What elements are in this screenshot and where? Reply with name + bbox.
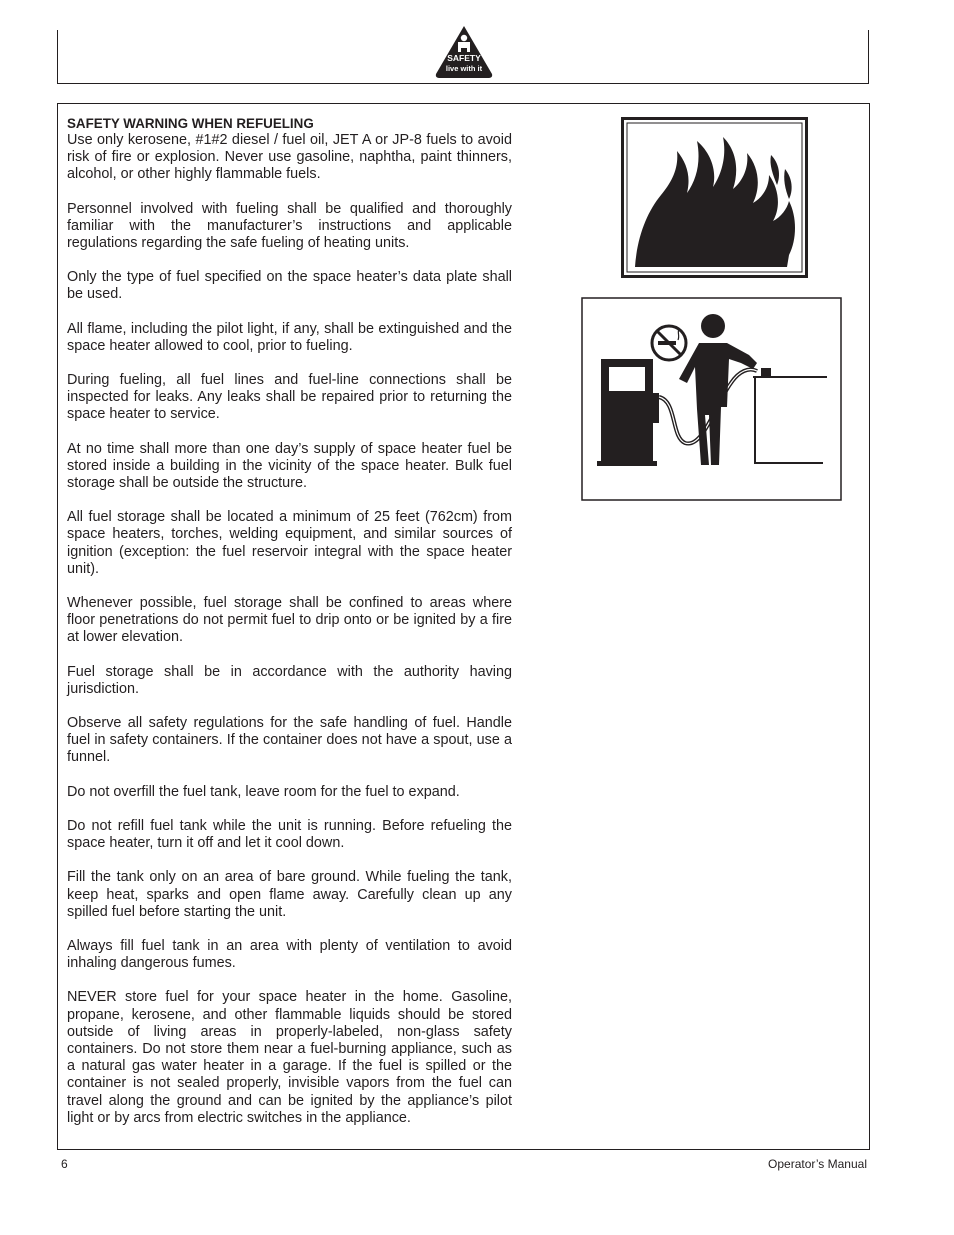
fire-hazard-icon: [621, 117, 808, 278]
warning-paragraph: Whenever possible, fuel storage shall be confined to areas where floor penetrations do not permit fuel to drip onto or be ignited by a fire at lower elevation.: [67, 595, 512, 646]
safety-triangle-icon: [433, 24, 495, 80]
warning-paragraph: Do not refill fuel tank while the unit is running. Before refueling the space heater, turn it off and let it cool down.: [67, 817, 512, 852]
page-number: 6: [61, 1157, 68, 1171]
warning-paragraph: Fuel storage shall be in accordance with the authority having jurisdiction.: [67, 663, 512, 697]
warning-paragraph: Always fill fuel tank in an area with plenty of ventilation to avoid inhaling dangerous fumes.: [67, 937, 512, 972]
warning-paragraph: At no time shall more than one day’s supply of space heater fuel be stored inside a building in the vicinity of the space heater. Bulk fuel storage shall be outside the structure.: [67, 440, 512, 492]
manual-title: Operator’s Manual: [768, 1157, 867, 1171]
warning-paragraph: During fueling, all fuel lines and fuel-line connections shall be inspected for leaks. Any leaks shall be repaired prior to returning the space heater to service.: [67, 372, 512, 423]
refueling-no-smoking-icon: [581, 297, 842, 501]
warning-paragraph: All fuel storage shall be located a minimum of 25 feet (762cm) from space heaters, torches, welding equipment, and similar sources of ignition (exception: the fuel reservoir integral with the space heater unit).: [67, 509, 512, 577]
warning-paragraph: Fill the tank only on an area of bare ground. While fueling the tank, keep heat, sparks and open flame away. Carefully clean up any spilled fuel before starting the unit.: [67, 869, 512, 920]
section-title: SAFETY WARNING WHEN REFUELING: [67, 116, 314, 131]
warning-paragraph: Use only kerosene, #1#2 diesel / fuel oil, JET A or JP-8 fuels to avoid risk of fire or explosion. Never use gasoline, naphtha, paint thinners, alcohol, or other highly flammable fuels.: [67, 132, 512, 183]
warning-paragraph: Do not overfill the fuel tank, leave room for the fuel to expand.: [67, 783, 460, 800]
warning-paragraph: Observe all safety regulations for the safe handling of fuel. Handle fuel in safety containers. If the container does not have a spout, use a funnel.: [67, 715, 512, 766]
logo-line1: SAFETY: [447, 53, 481, 63]
warning-paragraph: NEVER store fuel for your space heater in the home. Gasoline, propane, kerosene, and other flammable liquids should be stored outside of living areas in properly-labeled, non-glass safety containers. Do not store them near a fuel-burning appliance, such as a natural gas water heater in a garage. If the fuel is spilled or the container is not sealed properly, invisible vapors from the fuel can travel along the ground and can be ignited by the appliance’s pilot light or by arcs from electric switches in the appliance.: [67, 989, 512, 1126]
warning-paragraph: Personnel involved with fueling shall be qualified and thoroughly familiar with the manufacturer’s instructions and applicable regulations regarding the safe fueling of heating units.: [67, 200, 512, 252]
warning-text-column: [67, 115, 512, 1144]
logo-line2: live with it: [445, 64, 483, 73]
warning-paragraph: Only the type of fuel specified on the space heater’s data plate shall be used.: [67, 269, 512, 303]
warning-paragraph: All flame, including the pilot light, if any, shall be extinguished and the space heater allowed to cool, prior to fueling.: [67, 320, 512, 354]
